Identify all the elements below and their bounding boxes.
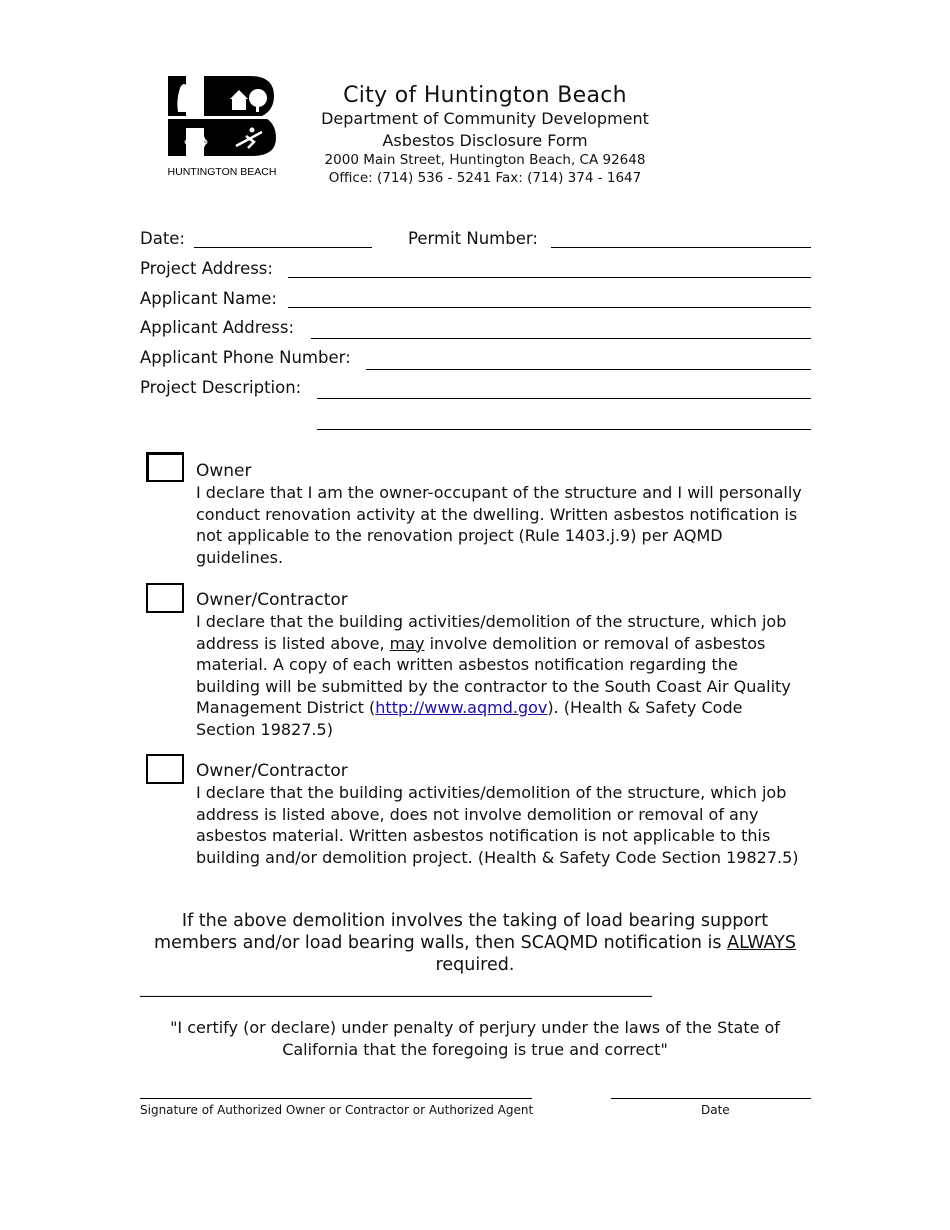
owner-contractor-not-checkbox[interactable] (146, 754, 184, 784)
project-address-field[interactable] (288, 277, 811, 278)
logo-text: HUNTINGTON BEACH (167, 166, 277, 178)
owner-contractor-may-checkbox[interactable] (146, 583, 184, 613)
applicant-phone-field[interactable] (366, 369, 811, 370)
date-field[interactable] (194, 247, 372, 248)
scaqmd-notice: If the above demolition involves the taking of load bearing support members and/or load bearing walls, then SCAQMD notification is ALWAYS required. (154, 911, 796, 975)
owner-contractor-may-title: Owner/Contractor (196, 590, 348, 610)
signature-label: Signature of Authorized Owner or Contractor or Authorized Agent (140, 1103, 534, 1117)
perjury-certification: "I certify (or declare) under penalty of perjury under the laws of the State of California that the foregoing is true and correct" (170, 1018, 780, 1059)
city-logo (166, 76, 278, 180)
owner-option-title: Owner (196, 461, 252, 481)
owner-checkbox[interactable] (146, 452, 184, 482)
project-description-field-line-2[interactable] (317, 429, 811, 430)
applicant-address-label: Applicant Address: (140, 318, 295, 337)
applicant-name-field[interactable] (288, 307, 811, 308)
may-emphasis: may (389, 633, 425, 653)
project-description-label: Project Description: (140, 378, 302, 397)
city-title: City of Huntington Beach (343, 83, 627, 108)
permit-number-field[interactable] (551, 247, 811, 248)
aqmd-link[interactable]: http://www.aqmd.gov (375, 698, 548, 717)
divider-line: ________________________________________________________________ (140, 978, 652, 997)
applicant-address-field[interactable] (311, 338, 811, 339)
form-title: Asbestos Disclosure Form (382, 131, 588, 150)
project-address-label: Project Address: (140, 259, 273, 278)
department-name: Department of Community Development (321, 109, 649, 128)
project-description-field-line-1[interactable] (317, 398, 811, 399)
signature-date-field[interactable] (611, 1098, 811, 1099)
owner-contractor-not-title: Owner/Contractor (196, 761, 348, 781)
date-label: Date: (140, 229, 185, 248)
owner-option-text: I declare that I am the owner-occupant of the structure and I will personally conduct renovation activity at the dwelling. Written asbestos notification is not applicable to the renovation project (Rule 1403.j.9) per AQMD guidelines. (196, 483, 802, 567)
permit-number-label: Permit Number: (408, 229, 538, 248)
signature-date-label: Date (701, 1103, 730, 1117)
owner-contractor-not-text: I declare that the building activities/demolition of the structure, which job address is listed above, does not involve demolition or removal of any asbestos material. Written asbestos notification is not applicable to this building and/or demolition project. (Health & Safety Code Section 19827.5) (196, 783, 799, 867)
applicant-name-label: Applicant Name: (140, 289, 277, 308)
signature-field[interactable] (140, 1098, 532, 1099)
applicant-phone-label: Applicant Phone Number: (140, 348, 351, 367)
office-address: 2000 Main Street, Huntington Beach, CA 92648 (324, 152, 646, 168)
office-contact: Office: (714) 536 - 5241 Fax: (714) 374 - 1647 (328, 170, 642, 186)
owner-contractor-may-text: I declare that the building activities/demolition of the structure, which job address is listed above, may involve demolition or removal of asbestos material. A copy of each written asbestos notification regarding the building will be submitted by the contractor to the South Coast Air Quality Management District (http://www.aqmd.gov). (Health & Safety Code Section 19827.5) (196, 612, 791, 739)
huntington-beach-logo-icon (166, 76, 278, 180)
always-emphasis: ALWAYS (727, 933, 796, 953)
